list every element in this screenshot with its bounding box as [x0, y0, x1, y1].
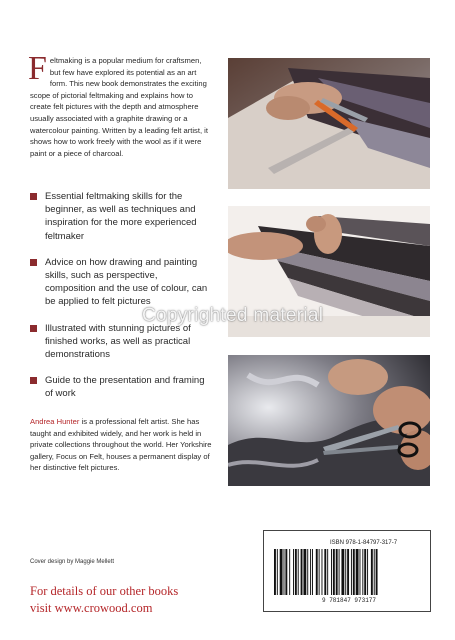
- barcode-stripe: [353, 549, 355, 595]
- barcode-stripe: [312, 549, 313, 595]
- barcode-stripe: [285, 549, 287, 595]
- barcode-stripe: [274, 549, 276, 595]
- drop-cap: F: [28, 50, 47, 87]
- barcode-stripe: [374, 549, 375, 595]
- barcode-stripe: [345, 549, 346, 595]
- barcode-stripe: [303, 549, 306, 595]
- feature-item: [30, 256, 210, 309]
- isbn-label: ISBN 978-1-84797-317-7: [330, 540, 398, 546]
- feature-text: Advice on how drawing and painting skills, such as perspective, composition and the use of colour, can be applied to felt pictures: [45, 256, 208, 308]
- barcode-stripe: [333, 549, 335, 595]
- author-bio: [30, 416, 212, 474]
- barcode-stripe: [280, 549, 283, 595]
- barcode-stripe: [371, 549, 373, 595]
- barcode-stripe: [301, 549, 303, 595]
- barcode-icon: [270, 549, 422, 595]
- feature-item: [30, 374, 210, 400]
- barcode-stripe: [376, 549, 378, 595]
- barcode-stripe: [316, 549, 318, 595]
- bullet-square-icon: [30, 377, 37, 384]
- photo-trimming-felt: [228, 355, 430, 486]
- barcode-stripe: [322, 549, 323, 595]
- barcode-stripe: [339, 549, 340, 595]
- barcode-stripe: [360, 549, 361, 595]
- photo-cutting-felt: [228, 58, 430, 189]
- bullet-square-icon: [30, 193, 37, 200]
- feature-list: [30, 190, 210, 414]
- feature-text: Essential feltmaking skills for the beginner, as well as techniques and inspiration for the more experienced feltmaker: [45, 191, 197, 242]
- barcode-stripe: [289, 549, 290, 595]
- barcode-stripe: [277, 549, 278, 595]
- barcode-stripe: [356, 549, 359, 595]
- promo-website-link[interactable]: visit www.crowood.com: [30, 601, 153, 615]
- barcode-stripe: [331, 549, 332, 595]
- barcode-stripe: [351, 549, 352, 595]
- intro-text: eltmaking is a popular medium for craftsmen, but few have explored its potential as an art form. This new book demonstrates the exciting scope of pictorial feltmaking and explains how to create felt pictures with the depth and atmosphere usually associated with a graphite drawing or a watercolour painting. Written by a leading felt artist, it shows how to work freely with the wool as if it were paint or a piece of charcoal.: [30, 56, 208, 158]
- barcode-stripe: [341, 549, 344, 595]
- promo-text: [30, 583, 178, 617]
- barcode-stripe: [327, 549, 328, 595]
- barcode-stripe: [307, 549, 308, 595]
- barcode-stripe: [293, 549, 294, 595]
- feature-item: [30, 322, 210, 362]
- barcode-stripe: [284, 549, 285, 595]
- copyright-watermark: Copyrighted material: [142, 305, 324, 326]
- promo-line: For details of our other books: [30, 584, 179, 598]
- barcode-stripe: [364, 549, 366, 595]
- feature-item: [30, 190, 210, 243]
- author-name: Andrea Hunter: [30, 417, 80, 426]
- bullet-square-icon: [30, 325, 37, 332]
- barcode-stripe: [367, 549, 368, 595]
- barcode-stripe: [336, 549, 338, 595]
- barcode-stripe: [347, 549, 349, 595]
- barcode-stripe: [324, 549, 326, 595]
- intro-paragraph: [28, 50, 210, 159]
- bullet-square-icon: [30, 259, 37, 266]
- author-bio-text: is a professional felt artist. She has taught and exhibited widely, and her work is held in private collections throughout the world. Her Yorkshire gallery, Focus on Felt, houses a permanent display of her distinctive felt pictures.: [30, 417, 212, 473]
- barcode-stripe: [295, 549, 297, 595]
- feature-text: Illustrated with stunning pictures of finished works, as well as practical demonstrations: [45, 322, 191, 361]
- barcode-stripe: [362, 549, 363, 595]
- barcode-stripe: [298, 549, 299, 595]
- barcode-digits: 9 781847 973177: [322, 597, 377, 604]
- cover-design-credit: Cover design by Maggie Mellett: [30, 559, 115, 565]
- barcode-stripe: [319, 549, 320, 595]
- barcode-stripe: [310, 549, 311, 595]
- feature-text: Guide to the presentation and framing of work: [45, 375, 205, 400]
